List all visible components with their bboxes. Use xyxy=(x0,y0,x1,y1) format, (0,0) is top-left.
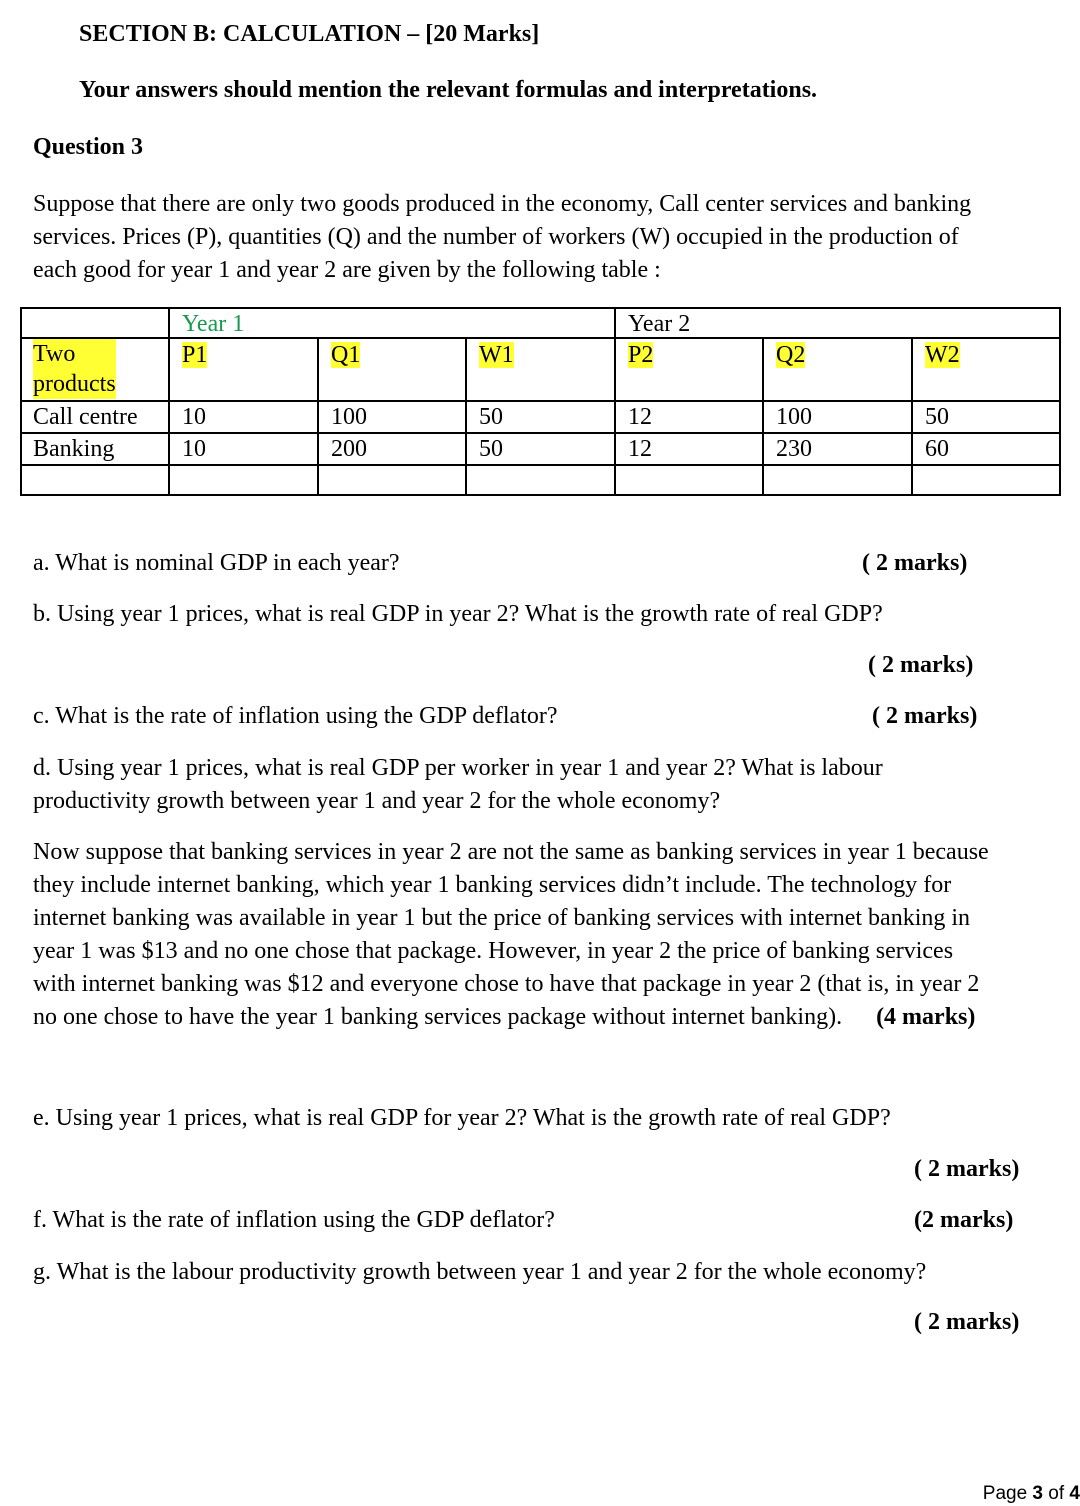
table-cell: 60 xyxy=(925,436,949,462)
scenario-line: they include internet banking, which year 1 banking services didn’t include. The technology for xyxy=(33,872,952,898)
table-cell: 200 xyxy=(331,436,367,462)
year2-header: Year 2 xyxy=(628,311,691,337)
total-pages: 4 xyxy=(1069,1483,1080,1504)
question-d-line2: productivity growth between year 1 and year 2 for the whole economy? xyxy=(33,788,721,814)
instruction: Your answers should mention the relevant formulas and interpretations. xyxy=(79,77,818,103)
question-f-marks: (2 marks) xyxy=(914,1207,1014,1233)
table-border xyxy=(20,307,1061,309)
question-b: b. Using year 1 prices, what is real GDP in year 2? What is the growth rate of real GDP? xyxy=(33,601,883,627)
table-cell: 50 xyxy=(479,404,503,430)
intro-line: each good for year 1 and year 2 are given by the following table : xyxy=(33,257,661,283)
table-cell: 230 xyxy=(776,436,812,462)
row-label-banking: Banking xyxy=(33,436,115,462)
column-header-p2: P2 xyxy=(628,342,654,368)
table-border xyxy=(20,464,1061,466)
page-word: Page xyxy=(982,1483,1028,1504)
scenario-line-text: no one chose to have the year 1 banking services package without internet banking). xyxy=(33,1004,843,1030)
table-border xyxy=(20,307,22,496)
table-cell: 50 xyxy=(479,436,503,462)
question-g-marks: ( 2 marks) xyxy=(914,1309,1020,1335)
table-cell: 12 xyxy=(628,436,652,462)
question-g: g. What is the labour productivity growth between year 1 and year 2 for the whole economy? xyxy=(33,1259,927,1285)
table-cell: 10 xyxy=(182,404,206,430)
intro-line: services. Prices (P), quantities (Q) and the number of workers (W) occupied in the production of xyxy=(33,224,959,250)
column-header-p1: P1 xyxy=(182,342,208,368)
column-header-q1: Q1 xyxy=(331,342,361,368)
table-border xyxy=(762,337,764,496)
scenario-line-last xyxy=(33,1001,1080,1034)
intro-paragraph xyxy=(33,188,1080,287)
year1-header: Year 1 xyxy=(182,311,245,337)
question-b-marks: ( 2 marks) xyxy=(868,652,974,678)
table-border xyxy=(20,400,1061,402)
products-header-line2: products xyxy=(33,371,116,397)
section-title: SECTION B: CALCULATION – [20 Marks] xyxy=(79,21,540,47)
table-border xyxy=(20,432,1061,434)
intro-line: Suppose that there are only two goods produced in the economy, Call center services and banking xyxy=(33,191,972,217)
table-border xyxy=(20,337,1061,339)
table-border xyxy=(317,337,319,496)
table-border xyxy=(465,337,467,496)
question-e-marks: ( 2 marks) xyxy=(914,1156,1020,1182)
page-number-footer xyxy=(983,1482,1080,1506)
scenario-line: year 1 was $13 and no one chose that package. However, in year 2 the price of banking services xyxy=(33,938,954,964)
table-border xyxy=(614,307,616,496)
table-cell: 12 xyxy=(628,404,652,430)
column-header-w2: W2 xyxy=(925,342,960,368)
question-c-marks: ( 2 marks) xyxy=(872,703,978,729)
products-header xyxy=(33,339,116,399)
products-header-line1: Two xyxy=(33,339,116,369)
table-cell: 100 xyxy=(331,404,367,430)
current-page: 3 xyxy=(1032,1483,1043,1504)
row-label-call-centre: Call centre xyxy=(33,404,138,430)
table-cell: 100 xyxy=(776,404,812,430)
table-border xyxy=(20,494,1061,496)
scenario-line: internet banking was available in year 1 but the price of banking services with internet banking in xyxy=(33,905,971,931)
of-word: of xyxy=(1048,1483,1065,1504)
scenario-line: Now suppose that banking services in year 2 are not the same as banking services in year 1 because xyxy=(33,839,989,865)
question-title: Question 3 xyxy=(33,134,144,160)
question-e: e. Using year 1 prices, what is real GDP for year 2? What is the growth rate of real GDP? xyxy=(33,1105,891,1131)
question-d xyxy=(33,752,1080,818)
question-f: f. What is the rate of inflation using the GDP deflator? xyxy=(33,1207,555,1233)
question-d-line1: d. Using year 1 prices, what is real GDP per worker in year 1 and year 2? What is labour xyxy=(33,755,883,781)
table-border xyxy=(1059,307,1061,496)
scenario-marks: (4 marks) xyxy=(876,1004,976,1030)
table-border xyxy=(168,307,170,496)
question-a: a. What is nominal GDP in each year? xyxy=(33,550,400,576)
table-cell: 50 xyxy=(925,404,949,430)
question-a-marks: ( 2 marks) xyxy=(862,550,968,576)
scenario-paragraph xyxy=(33,836,1080,1034)
column-header-w1: W1 xyxy=(479,342,514,368)
table-cell: 10 xyxy=(182,436,206,462)
question-c: c. What is the rate of inflation using the GDP deflator? xyxy=(33,703,558,729)
scenario-line: with internet banking was $12 and everyone chose to have that package in year 2 (that is, in year 2 xyxy=(33,971,980,997)
table-border xyxy=(911,337,913,496)
column-header-q2: Q2 xyxy=(776,342,806,368)
